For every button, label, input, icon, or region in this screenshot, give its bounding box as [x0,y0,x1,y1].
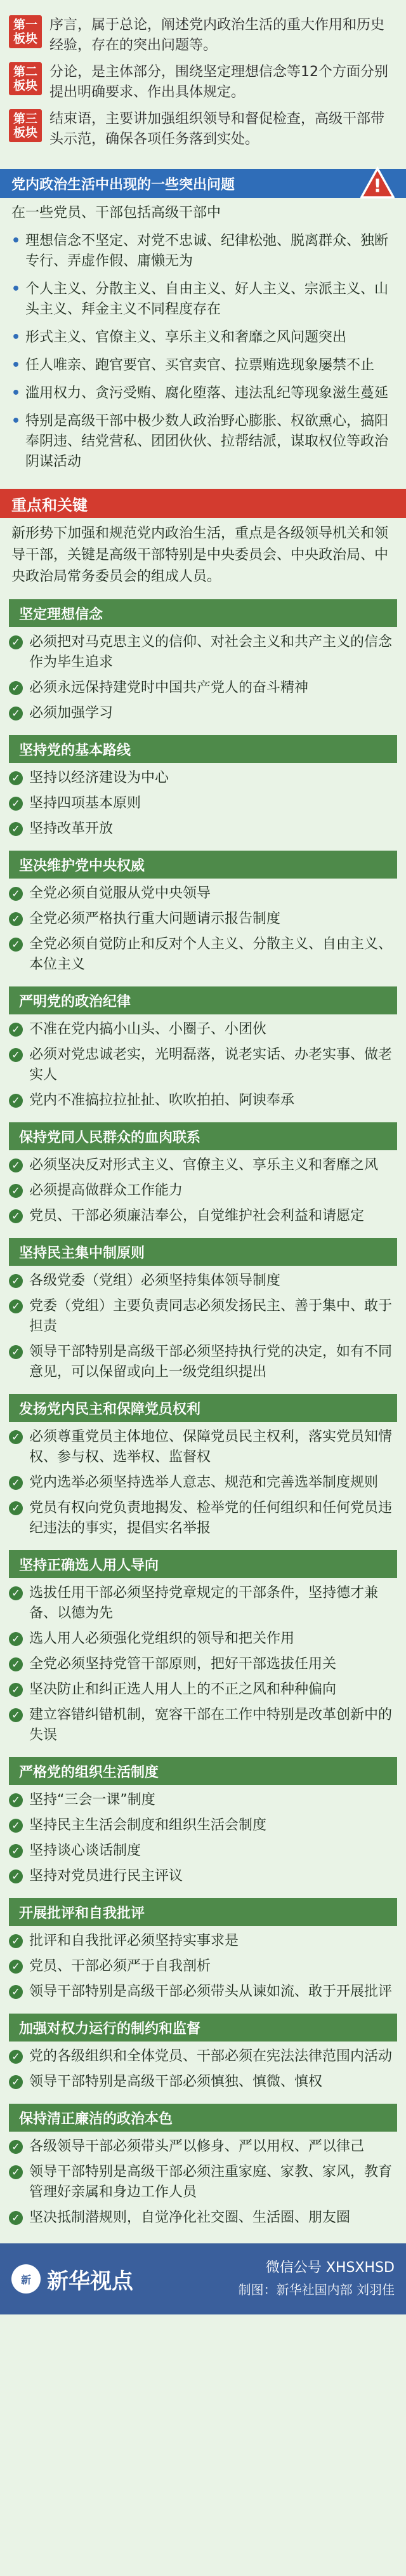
board-badge: 第二板块 [9,62,42,95]
topic-item-text: 各级领导干部必须带头严以修身、严以用权、严以律己 [29,2139,365,2154]
wechat-account: 微信公号 XHSXHSD [265,2260,395,2276]
topic-item [9,1342,397,1383]
check-icon: ✓ [9,1430,23,1444]
check-icon: ✓ [9,1934,23,1948]
topic-item-text: 必须对党忠诚老实，光明磊落，说老实话、办老实事、做老实人 [29,1047,393,1083]
topic-item [9,1931,397,1951]
warning-icon [360,166,395,201]
check-icon: ✓ [9,1299,23,1313]
topic-item [9,1206,397,1226]
check-icon: ✓ [9,635,23,649]
check-icon: ✓ [9,887,23,901]
board-row [9,15,397,56]
topic-item-text: 全党必须自觉防止和反对个人主义、分散主义、自由主义、本位主义 [29,936,393,973]
issues-banner [0,169,406,198]
check-icon: ✓ [9,1274,23,1288]
topic-item-text: 必须永远保持建党时中国共产党人的奋斗精神 [29,680,309,696]
topic-item [9,2072,397,2092]
check-icon: ✓ [9,822,23,836]
check-icon: ✓ [9,1345,23,1359]
board-text: 分论，是主体部分，围绕坚定理想信念等12个方面分别提出明确要求、作出具体规定。 [49,64,388,100]
topic-item-text: 坚决抵制潜规则，自觉净化社交圈、生活圈、朋友圈 [29,2210,351,2226]
check-icon: ✓ [9,1683,23,1697]
check-icon: ✓ [9,1094,23,1108]
topic-item [9,1982,397,2002]
bullet-icon: • [11,329,21,345]
issue-item [11,231,395,272]
check-icon: ✓ [9,1023,23,1037]
topic-item [9,1866,397,1887]
board-badge: 第一板块 [9,15,42,48]
topic-title: 严明党的政治纪律 [9,986,397,1014]
topic-items [9,1790,397,1887]
topic-items [9,2047,397,2092]
topic-item-text: 党委（党组）主要负责同志必须发扬民主、善于集中、敢于担责 [29,1298,393,1334]
bullet-icon: • [11,385,21,401]
check-icon: ✓ [9,797,23,811]
topic-item-text: 坚持民主生活会制度和组织生活会制度 [29,1817,267,1833]
check-icon: ✓ [9,1632,23,1646]
topic-item-text: 党内不准搞拉拉扯扯、吹吹拍拍、阿谀奉承 [29,1092,295,1108]
topic-item [9,1583,397,1624]
check-icon: ✓ [9,1586,23,1600]
issue-item [11,328,395,348]
topics-list [0,599,406,2228]
topic-item [9,1816,397,1836]
topic-item-text: 领导干部特别是高级干部必须注重家庭、家教、家风，教育管理好亲属和身边工作人员 [29,2164,393,2200]
topic-item-text: 党员、干部必须廉洁奉公，自觉维护社会利益和请愿定 [29,1208,365,1224]
check-icon: ✓ [9,1708,23,1722]
topic-item-text: 坚决防止和纠正选人用人上的不正之风和种种偏向 [29,1682,337,1697]
topic-item-text: 坚持对党员进行民主评议 [29,1868,183,1884]
topic-item-text: 坚持以经济建设为中心 [29,770,169,786]
footer-brand [11,2264,133,2295]
topic-title: 发扬党内民主和保障党员权利 [9,1394,397,1422]
topic-item [9,1956,397,1977]
topic-title: 加强对权力运行的制约和监督 [9,2014,397,2042]
topic-item-text: 党员有权向党负责地揭发、检举党的任何组织和任何党员违纪违法的事实，提倡实名举报 [29,1500,393,1536]
check-icon: ✓ [9,2165,23,2179]
topic-item-text: 坚持“三会一课”制度 [29,1792,155,1808]
topic-title: 坚持民主集中制原则 [9,1238,397,1266]
topic-title: 坚决维护党中央权威 [9,851,397,879]
topic-items [9,2137,397,2228]
check-icon: ✓ [9,707,23,720]
svg-text:!: ! [373,175,382,197]
topic-item [9,1473,397,1493]
check-icon: ✓ [9,1501,23,1515]
topic-item [9,768,397,788]
topic-item-text: 党内选举必须坚持选举人意志、规范和完善选举制度规则 [29,1475,379,1490]
board-badge: 第三板块 [9,109,42,142]
topic-item-text: 必须尊重党员主体地位、保障党员民主权利，落实党员知情权、参与权、选举权、监督权 [29,1429,393,1465]
topic-items [9,1583,397,1746]
topic-item [9,1790,397,1810]
topic-title: 严格党的组织生活制度 [9,1757,397,1785]
topic-title: 坚持正确选人用人导向 [9,1550,397,1578]
check-icon: ✓ [9,1657,23,1671]
check-icon: ✓ [9,1476,23,1490]
topic-items [9,768,397,839]
check-icon: ✓ [9,1793,23,1807]
check-icon: ✓ [9,2140,23,2154]
issue-item [11,355,395,376]
topic-item-text: 党的各级组织和全体党员、干部必须在宪法法律范围内活动 [29,2048,393,2064]
xinhua-logo-icon: 新 [11,2264,41,2294]
check-icon: ✓ [9,1209,23,1223]
topic-title: 坚定理想信念 [9,599,397,627]
topic-item [9,1271,397,1291]
check-icon: ✓ [9,1184,23,1198]
check-icon: ✓ [9,2075,23,2089]
topic-items [9,884,397,975]
topic-item-text: 坚持四项基本原则 [29,795,141,811]
topic-item-text: 各级党委（党组）必须坚持集体领导制度 [29,1273,281,1289]
board-row [9,109,397,150]
topic-item [9,703,397,724]
topic-item [9,2162,397,2203]
topic-item [9,793,397,814]
check-icon: ✓ [9,1159,23,1172]
check-icon: ✓ [9,1048,23,1062]
check-icon: ✓ [9,2050,23,2064]
topic-item [9,1019,397,1040]
topic-item-text: 领导干部特别是高级干部必须坚持执行党的决定，如有不同意见，可以保留或向上一级党组织提出 [29,1344,393,1380]
topic-item [9,2208,397,2228]
topic-item-text: 坚持改革开放 [29,821,114,837]
check-icon: ✓ [9,1844,23,1858]
topic-item [9,1427,397,1468]
topic-item [9,1680,397,1700]
board-row [9,62,397,103]
bullet-icon: • [11,413,21,429]
check-icon: ✓ [9,1819,23,1833]
check-icon: ✓ [9,2211,23,2225]
topic-items [9,1427,397,1539]
key-section-banner [0,489,406,518]
topic-item [9,819,397,839]
topic-item [9,1296,397,1337]
topic-item-text: 不准在党内搞小山头、小圈子、小团伙 [29,1021,267,1037]
topic-items [9,632,397,724]
topic-title: 开展批评和自我批评 [9,1898,397,1926]
issues-title: 党内政治生活中出现的一些突出问题 [11,176,235,193]
check-icon: ✓ [9,1960,23,1974]
topic-item [9,1654,397,1675]
topic-item-text: 党员、干部必须严于自我剖析 [29,1958,211,1974]
bullet-icon: • [11,357,21,373]
key-section-title: 重点和关键 [11,496,88,514]
topic-title: 保持党同人民群众的血肉联系 [9,1122,397,1150]
topic-item [9,2137,397,2157]
issue-item [11,383,395,404]
topic-item-text: 选拔任用干部必须坚持党章规定的干部条件，坚持德才兼备、以德为先 [29,1585,379,1621]
topic-item [9,1629,397,1649]
topic-item [9,1498,397,1539]
key-section-text: 新形势下加强和规范党内政治生活，重点是各级领导机关和领导干部，关键是高级干部特别是中央委员会、中央政治局、中央政治局常务委员会的组成人员。 [11,526,389,585]
topic-item-text: 坚持谈心谈话制度 [29,1843,141,1859]
topic-item-text: 必须坚决反对形式主义、官僚主义、享乐主义和奢靡之风 [29,1157,379,1173]
topic-item [9,909,397,929]
check-icon: ✓ [9,912,23,926]
check-icon: ✓ [9,1869,23,1883]
bullet-icon: • [11,281,21,297]
credit-line: 制图：新华社国内部 刘羽佳 [238,2282,395,2297]
topic-item-text: 领导干部特别是高级干部必须带头从谏如流、敢于开展批评 [29,1984,393,2000]
topic-item-text: 批评和自我批评必须坚持实事求是 [29,1933,239,1949]
topic-title: 保持清正廉洁的政治本色 [9,2104,397,2132]
issue-text: 任人唯亲、跑官要官、买官卖官、拉票贿选现象屡禁不止 [25,357,375,373]
topic-items [9,1271,397,1383]
issue-text: 特别是高级干部中极少数人政治野心膨胀、权欲熏心，搞阳奉阴违、结党营私、团团伙伙、拉帮结派，谋取权位等政治阴谋活动 [25,413,389,470]
footer [0,2243,406,2314]
check-icon: ✓ [9,771,23,785]
issue-text: 滥用权力、贪污受贿、腐化堕落、违法乱纪等现象滋生蔓延 [25,385,389,401]
topic-item [9,1091,397,1111]
topic-items [9,1155,397,1226]
issue-text: 个人主义、分散主义、自由主义、好人主义、宗派主义、山头主义、拜金主义不同程度存在 [25,281,389,317]
topic-item [9,1045,397,1086]
topic-item-text: 全党必须严格执行重大问题请示报告制度 [29,911,281,927]
topic-item [9,1181,397,1201]
issues-lead: 在一些党员、干部包括高级干部中 [11,205,221,221]
issue-item [11,279,395,320]
boards-intro [0,0,406,160]
check-icon: ✓ [9,1985,23,1999]
brand-name: 新华视点 [47,2268,133,2294]
topic-item-text: 必须把对马克思主义的信仰、对社会主义和共产主义的信念作为毕生追求 [29,634,393,670]
topic-item-text: 全党必须自觉服从党中央领导 [29,886,211,901]
topic-item [9,1841,397,1861]
issue-text: 理想信念不坚定、对党不忠诚、纪律松弛、脱离群众、独断专行、弄虚作假、庸懒无为 [25,233,389,269]
footer-info [239,2257,395,2300]
topic-item-text: 选人用人必须强化党组织的领导和把关作用 [29,1631,295,1647]
topic-title: 坚持党的基本路线 [9,735,397,763]
topic-item-text: 领导干部特别是高级干部必须慎独、慎微、慎权 [29,2074,323,2090]
topic-item [9,632,397,673]
topic-item [9,1705,397,1746]
issue-text: 形式主义、官僚主义、享乐主义和奢靡之风问题突出 [25,329,347,345]
issue-item [11,411,395,472]
topic-item-text: 全党必须坚持党管干部原则，把好干部选拔任用关 [29,1656,337,1672]
issues-list [11,203,395,472]
board-text: 序言，属于总论，阐述党内政治生活的重大作用和历史经验，存在的突出问题等。 [49,17,385,53]
topic-item [9,1155,397,1176]
topic-item [9,884,397,904]
board-text: 结束语，主要讲加强组织领导和督促检查，高级干部带头示范，确保各项任务落到实处。 [49,111,385,147]
bullet-icon: • [11,233,21,249]
topic-item-text: 必须提高做群众工作能力 [29,1183,183,1198]
topic-item [9,2047,397,2067]
check-icon: ✓ [9,938,23,952]
check-icon: ✓ [9,681,23,695]
topic-item-text: 建立容错纠错机制，宽容干部在工作中特别是改革创新中的失误 [29,1707,393,1743]
topic-items [9,1019,397,1111]
topic-items [9,1931,397,2002]
topic-item-text: 必须加强学习 [29,705,114,721]
topic-item [9,934,397,975]
topic-item [9,678,397,698]
